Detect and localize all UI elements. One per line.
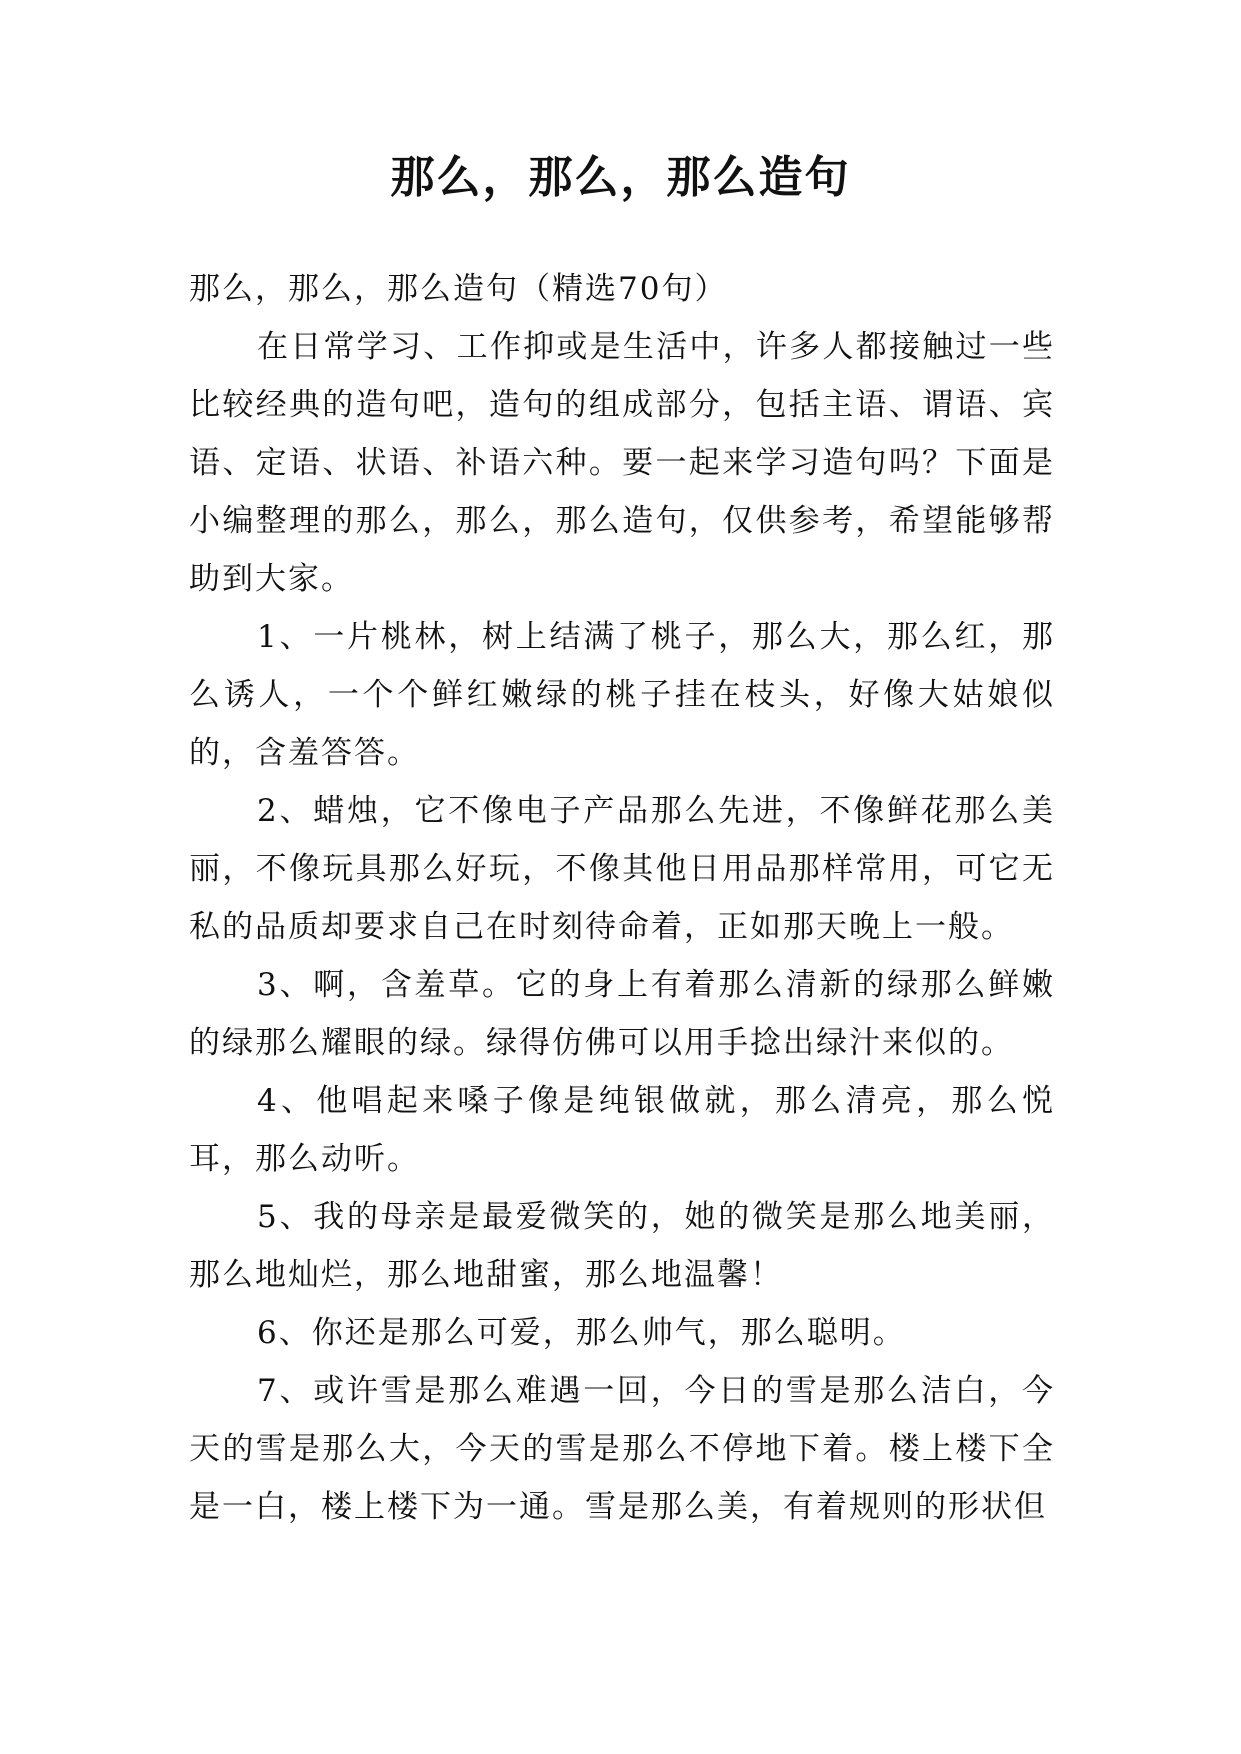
document-body bbox=[189, 260, 1055, 1536]
intro-paragraph: 在日常学习、工作抑或是生活中，许多人都接触过一些比较经典的造句吧，造句的组成部分，包括主语、谓语、宾语、定语、状语、补语六种。要一起来学习造句吗？下面是小编整理的那么，那么，那么造句，仅供参考，希望能够帮助到大家。 bbox=[189, 329, 1055, 597]
sentence-item-1: 1、一片桃林，树上结满了桃子，那么大，那么红，那么诱人，一个个鲜红嫩绿的桃子挂在枝头，好像大姑娘似的，含羞答答。 bbox=[189, 619, 1055, 771]
sentence-item-7: 7、或许雪是那么难遇一回，今日的雪是那么洁白，今天的雪是那么大，今天的雪是那么不停地下着。楼上楼下全是一白，楼上楼下为一通。雪是那么美，有着规则的形状但 bbox=[189, 1373, 1055, 1525]
document-title: 那么，那么，那么造句 bbox=[390, 152, 851, 203]
sentence-item-4: 4、他唱起来嗓子像是纯银做就，那么清亮，那么悦耳，那么动听。 bbox=[189, 1083, 1055, 1177]
sentence-item-3: 3、啊，含羞草。它的身上有着那么清新的绿那么鲜嫩的绿那么耀眼的绿。绿得仿佛可以用手捻出绿汁来似的。 bbox=[189, 967, 1055, 1061]
document-subtitle: 那么，那么，那么造句（精选70句） bbox=[189, 271, 728, 307]
sentence-item-2: 2、蜡烛，它不像电子产品那么先进，不像鲜花那么美丽，不像玩具那么好玩，不像其他日用品那样常用，可它无私的品质却要求自己在时刻待命着，正如那天晚上一般。 bbox=[189, 793, 1055, 945]
sentence-item-5: 5、我的母亲是最爱微笑的，她的微笑是那么地美丽，那么地灿烂，那么地甜蜜，那么地温馨！ bbox=[189, 1199, 1055, 1293]
sentence-item-6: 6、你还是那么可爱，那么帅气，那么聪明。 bbox=[257, 1315, 906, 1351]
